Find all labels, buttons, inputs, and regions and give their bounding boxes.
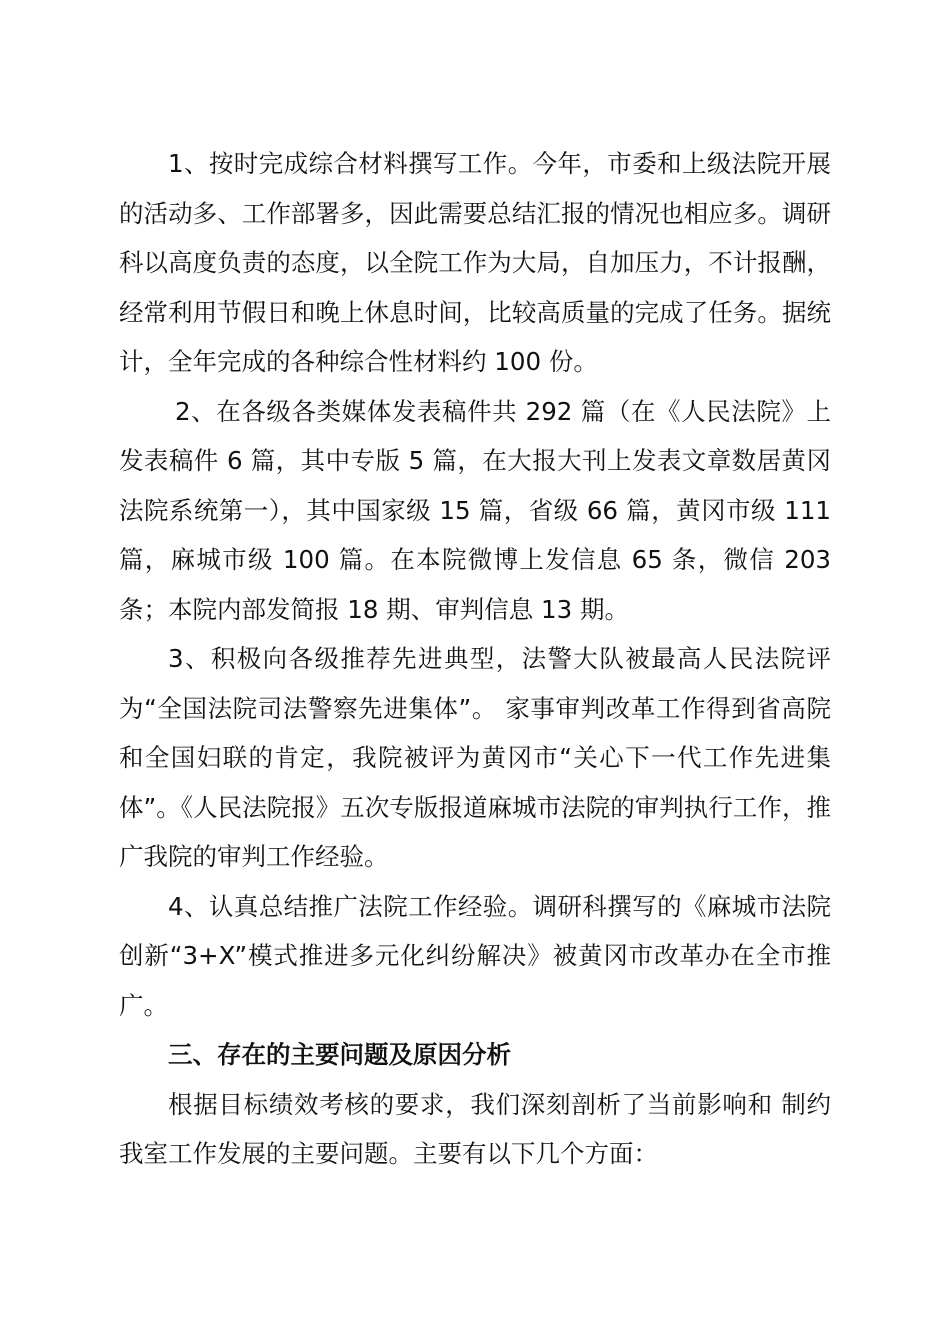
section-heading: 三、存在的主要问题及原因分析 [168, 1040, 511, 1069]
paragraph-2: 2、在各级各类媒体发表稿件共 292 篇（在《人民法院》上发表稿件 6 篇，其中专版 5 篇，在大报大刊上发表文章数居黄冈法院系统第一），其中国家级 15 篇，省级 66 篇，黄冈市级 111 篇，麻城市级 100 篇。在本院微博上发信息 65 条，微信 203 条；本院内部发简报 18 期、审判信息 13 期。 [119, 396, 831, 624]
paragraph-3: 3、积极向各级推荐先进典型，法警大队被最高人民法院评为“全国法院司法警察先进集体”。 家事审判改革工作得到省高院和全国妇联的肯定，我院被评为黄冈市“关心下一代工作先进集体”。《人民法院报》五次专版报道麻城市法院的审判执行工作，推广我院的审判工作经验。 [119, 644, 831, 871]
paragraph-1: 1、按时完成综合材料撰写工作。今年，市委和上级法院开展的活动多、工作部署多，因此需要总结汇报的情况也相应多。调研科以高度负责的态度，以全院工作为大局，自加压力，不计报酬，经常利用节假日和晚上休息时间，比较高质量的完成了任务。据统计，全年完成的各种综合性材料约 100 份。 [119, 149, 831, 376]
closing-paragraph: 根据目标绩效考核的要求，我们深刻剖析了当前影响和 制约我室工作发展的主要问题。主要有以下几个方面： [119, 1089, 831, 1168]
document-body [119, 139, 831, 1179]
paragraph-4: 4、认真总结推广法院工作经验。调研科撰写的《麻城市法院创新“3+X”模式推进多元化纠纷解决》被黄冈市改革办在全市推广。 [119, 891, 831, 1020]
